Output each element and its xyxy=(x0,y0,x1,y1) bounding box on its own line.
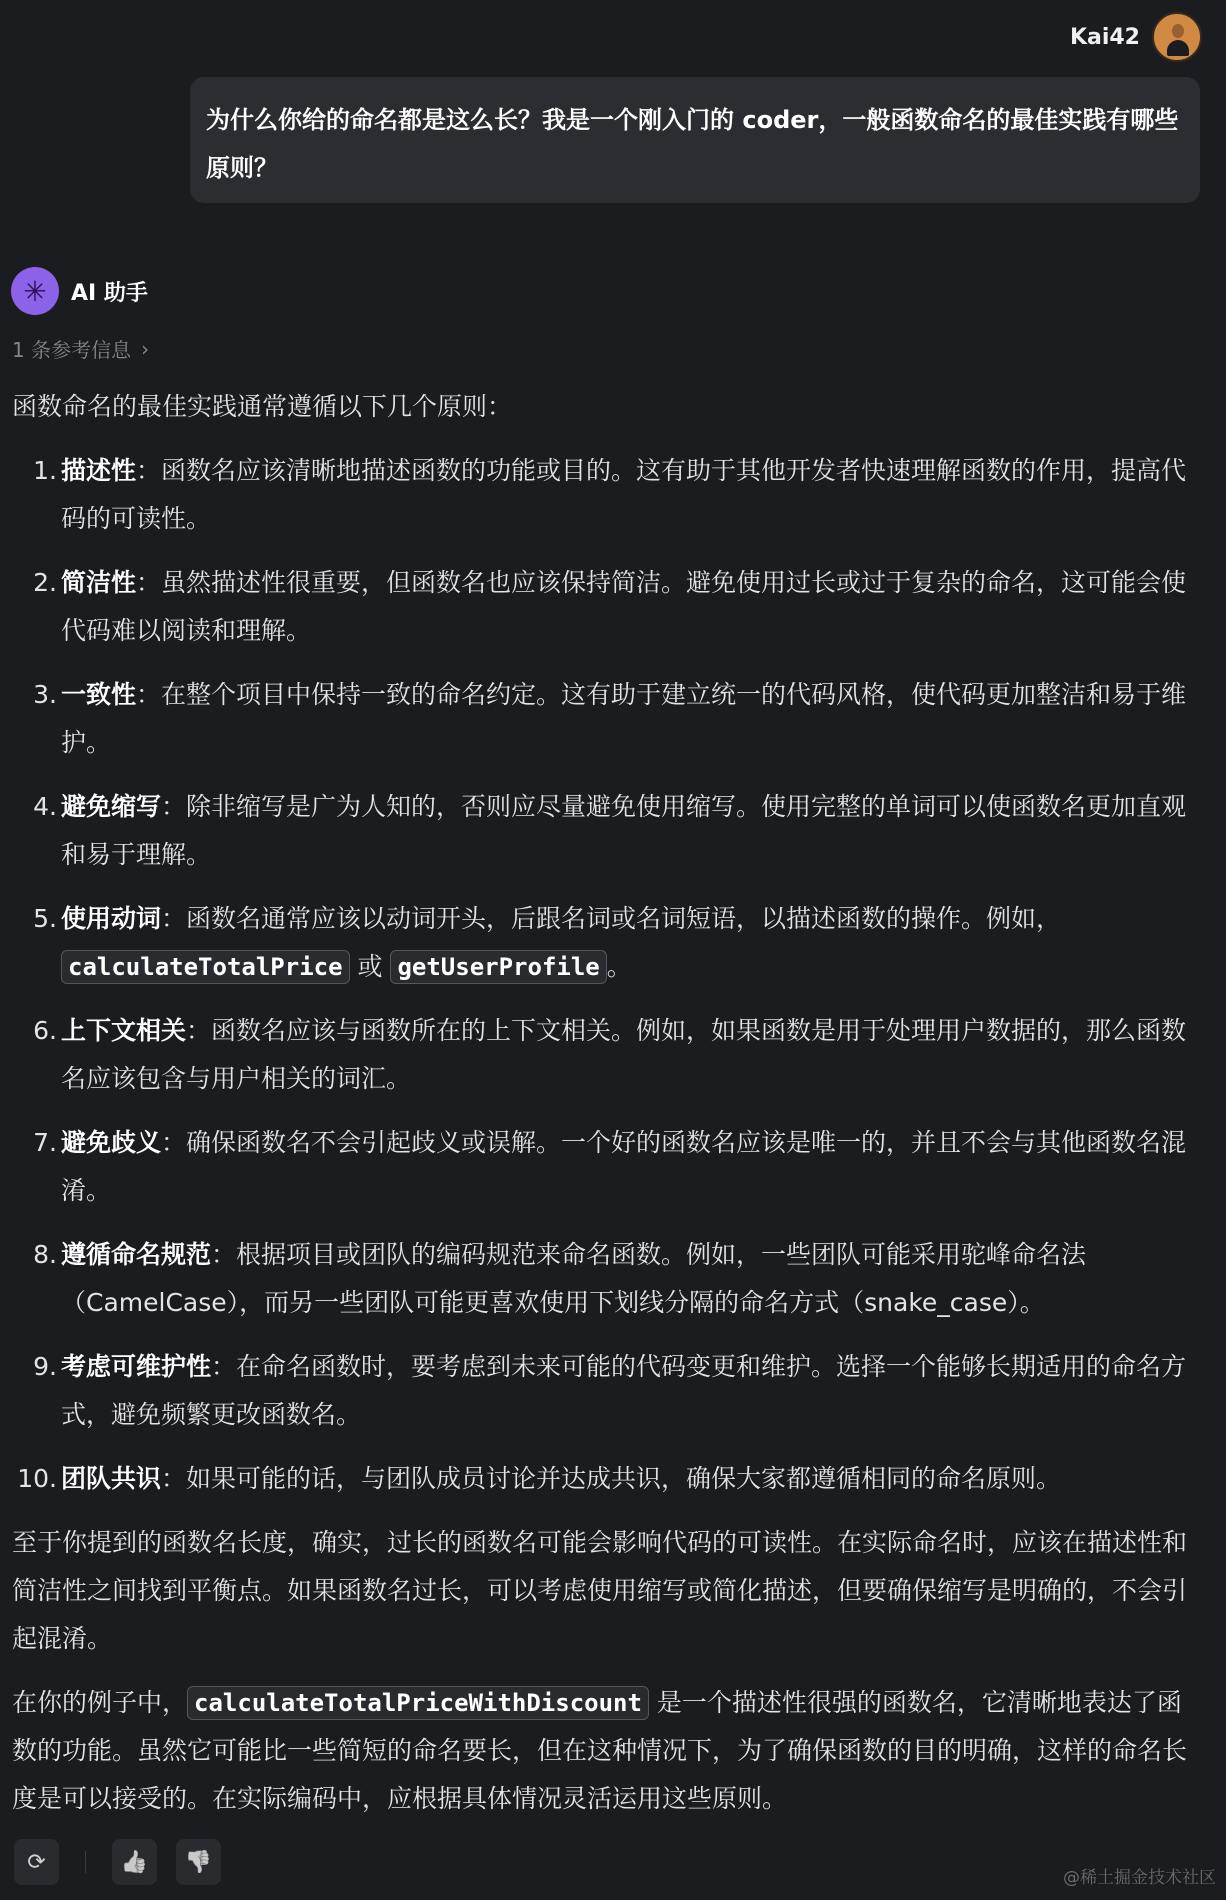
item-number: 3. xyxy=(33,680,57,709)
list-item xyxy=(12,895,1202,991)
references-link[interactable] xyxy=(12,334,149,363)
regenerate-button[interactable] xyxy=(14,1839,59,1885)
item-body xyxy=(61,1343,1202,1439)
thumbs-down-icon: 👎 xyxy=(184,1849,213,1875)
item-text: ：函数名通常应该以动词开头，后跟名词或名词短语，以描述函数的操作。例如， xyxy=(161,904,1062,933)
item-title: 考虑可维护性 xyxy=(61,1352,212,1381)
item-number: 2. xyxy=(33,568,57,597)
item-body xyxy=(61,447,1202,543)
item-body xyxy=(61,783,1202,879)
refresh-icon: ⟳ xyxy=(27,1849,46,1875)
item-number: 7. xyxy=(33,1128,57,1157)
item-body xyxy=(61,1231,1202,1327)
item-title: 描述性 xyxy=(61,456,137,485)
like-button[interactable] xyxy=(112,1839,157,1885)
assistant-header xyxy=(11,267,148,315)
item-body xyxy=(61,671,1202,767)
item-body xyxy=(61,1007,1202,1103)
text: 在你的例子中， xyxy=(12,1688,188,1717)
item-body xyxy=(61,895,1202,991)
user-header xyxy=(1070,12,1202,62)
example-paragraph xyxy=(12,1679,1202,1823)
intro-text: 函数命名的最佳实践通常遵循以下几个原则： xyxy=(12,392,513,421)
length-paragraph: 至于你提到的函数名长度，确实，过长的函数名可能会影响代码的可读性。在实际命名时，应该在描述性和简洁性之间找到平衡点。如果函数名过长，可以考虑使用缩写或简化描述，但要确保缩写是明确的，不会引起混淆。 xyxy=(12,1528,1188,1653)
item-text: ：如果可能的话，与团队成员讨论并达成共识，确保大家都遵循相同的命名原则。 xyxy=(161,1464,1062,1493)
item-title: 使用动词 xyxy=(61,904,162,933)
inline-code: calculateTotalPriceWithDiscount xyxy=(187,1686,649,1720)
item-text: 。 xyxy=(606,952,632,981)
item-text: ：函数名应该与函数所在的上下文相关。例如，如果函数是用于处理用户数据的，那么函数名应该包含与用户相关的词汇。 xyxy=(61,1016,1187,1093)
inline-code: calculateTotalPrice xyxy=(61,950,350,984)
item-title: 上下文相关 xyxy=(61,1016,187,1045)
list-item xyxy=(12,559,1202,655)
item-number: 8. xyxy=(33,1240,57,1269)
item-title: 避免歧义 xyxy=(61,1128,162,1157)
item-number: 6. xyxy=(33,1016,57,1045)
text: 是一个描述性很强的函数名，它清晰地表达了函数的功能。虽然它可能比一些简短的命名要长，但在这种情况下，为了确保函数的目的明确，这样的命名长度是可以接受的。在实际编码中，应根据具体情况灵活运用这些原则。 xyxy=(12,1688,1188,1813)
list-item xyxy=(12,447,1202,543)
item-text: 或 xyxy=(349,952,391,981)
item-text: ：函数名应该清晰地描述函数的功能或目的。这有助于其他开发者快速理解函数的作用，提高代码的可读性。 xyxy=(61,456,1187,533)
item-text: ：除非缩写是广为人知的，否则应尽量避免使用缩写。使用完整的单词可以使函数名更加直观和易于理解。 xyxy=(61,792,1187,869)
list-item xyxy=(12,1455,1202,1503)
item-number: 10. xyxy=(17,1464,57,1493)
item-text: ：在整个项目中保持一致的命名约定。这有助于建立统一的代码风格，使代码更加整洁和易于维护。 xyxy=(61,680,1187,757)
item-title: 遵循命名规范 xyxy=(61,1240,212,1269)
principles-list xyxy=(12,447,1202,1503)
inline-code: getUserProfile xyxy=(390,950,606,984)
item-title: 避免缩写 xyxy=(61,792,162,821)
item-body xyxy=(61,1455,1061,1503)
item-number: 1. xyxy=(33,456,57,485)
item-title: 团队共识 xyxy=(61,1464,162,1493)
assistant-name: AI 助手 xyxy=(71,280,148,306)
item-text: ：在命名函数时，要考虑到未来可能的代码变更和维护。选择一个能够长期适用的命名方式，避免频繁更改函数名。 xyxy=(61,1352,1187,1429)
item-number: 4. xyxy=(33,792,57,821)
list-item xyxy=(12,1007,1202,1103)
divider xyxy=(85,1851,86,1873)
list-item xyxy=(12,1343,1202,1439)
item-text: ：根据项目或团队的编码规范来命名函数。例如，一些团队可能采用驼峰命名法（CamelCase），而另一些团队可能更喜欢使用下划线分隔的命名方式（snake_case）。 xyxy=(61,1240,1087,1317)
user-avatar xyxy=(1152,12,1202,62)
assistant-avatar-sparkle-icon: ✳ xyxy=(11,267,59,315)
user-name: Kai42 xyxy=(1069,24,1140,50)
dislike-button[interactable] xyxy=(176,1839,221,1885)
chevron-right-icon: › xyxy=(141,336,150,361)
list-item xyxy=(12,671,1202,767)
list-item xyxy=(12,783,1202,879)
watermark: @稀土掘金技术社区 xyxy=(1063,1868,1216,1888)
assistant-message xyxy=(12,383,1202,1839)
list-item xyxy=(12,1231,1202,1327)
item-body xyxy=(61,559,1202,655)
item-text: ：确保函数名不会引起歧义或误解。一个好的函数名应该是唯一的，并且不会与其他函数名混淆。 xyxy=(61,1128,1187,1205)
user-message: 为什么你给的命名都是这么长？我是一个刚入门的 coder，一般函数命名的最佳实践有哪些原则？ xyxy=(190,77,1200,203)
item-number: 9. xyxy=(33,1352,57,1381)
references-label: 1 条参考信息 xyxy=(12,338,132,362)
thumbs-up-icon: 👍 xyxy=(120,1849,149,1875)
message-actions xyxy=(14,1839,221,1885)
item-title: 一致性 xyxy=(61,680,137,709)
list-item xyxy=(12,1119,1202,1215)
item-body xyxy=(61,1119,1202,1215)
item-text: ：虽然描述性很重要，但函数名也应该保持简洁。避免使用过长或过于复杂的命名，这可能会使代码难以阅读和理解。 xyxy=(61,568,1187,645)
item-number: 5. xyxy=(33,904,57,933)
item-title: 简洁性 xyxy=(61,568,137,597)
